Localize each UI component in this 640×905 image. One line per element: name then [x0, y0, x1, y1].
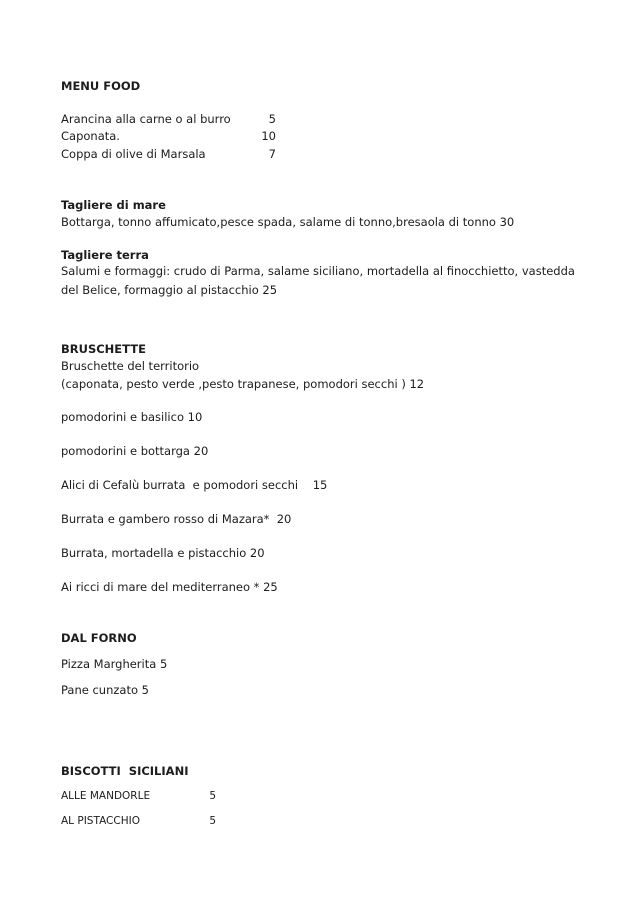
bruschette-line: (caponata, pesto verde ,pesto trapanese, pomodori secchi ) 12	[61, 377, 425, 391]
menu-food-heading: MENU FOOD	[61, 79, 141, 93]
tagliere-terra-text: Salumi e formaggi: crudo di Parma, salame siciliano, mortadella al finocchietto, vastedda del Belice, formaggio al pistacchio 25	[61, 264, 575, 297]
dal-forno-item: Pane cunzato 5	[61, 683, 149, 697]
menu-item-name: Coppa di olive di Marsala	[61, 147, 206, 161]
menu-item-name: Caponata.	[61, 129, 120, 143]
bruschette-line: Bruschette del territorio	[61, 359, 200, 373]
menu-item-price: 7	[268, 147, 276, 161]
dal-forno-heading: DAL FORNO	[61, 631, 137, 645]
menu-item-price: 5	[268, 112, 276, 126]
biscotti-item-name: AL PISTACCHIO	[61, 815, 140, 827]
tagliere-mare-text: Bottarga, tonno affumicato,pesce spada, salame di tonno,bresaola di tonno 30	[61, 215, 515, 229]
menu-item-name: Arancina alla carne o al burro	[61, 112, 231, 126]
biscotti-heading: BISCOTTI SICILIANI	[61, 764, 189, 778]
biscotti-item-name: ALLE MANDORLE	[61, 790, 151, 802]
bruschette-item: pomodorini e basilico 10	[61, 410, 203, 424]
biscotti-item-price: 5	[209, 815, 216, 827]
menu-item-price: 10	[261, 129, 276, 143]
tagliere-mare-heading: Tagliere di mare	[61, 198, 166, 212]
biscotti-item-price: 5	[209, 790, 216, 802]
bruschette-item: Burrata, mortadella e pistacchio 20	[61, 546, 265, 560]
bruschette-item: Alici di Cefalù burrata e pomodori secchi 15	[61, 478, 328, 492]
tagliere-terra-heading: Tagliere terra	[61, 248, 149, 262]
bruschette-heading: BRUSCHETTE	[61, 342, 146, 356]
dal-forno-item: Pizza Margherita 5	[61, 657, 168, 671]
bruschette-item: Burrata e gambero rosso di Mazara* 20	[61, 512, 292, 526]
bruschette-item: Ai ricci di mare del mediterraneo * 25	[61, 580, 278, 594]
bruschette-item: pomodorini e bottarga 20	[61, 444, 209, 458]
